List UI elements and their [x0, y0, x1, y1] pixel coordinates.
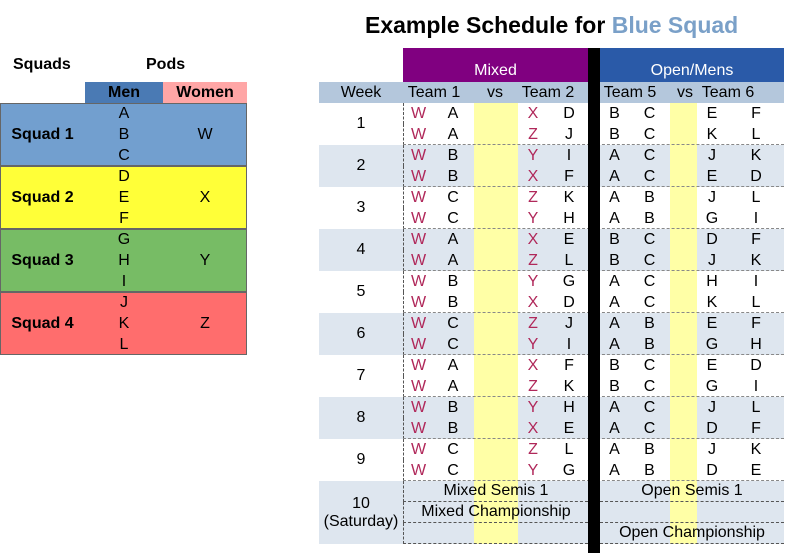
team-cell: C [447, 335, 459, 353]
men-pod-letter: E [118, 189, 130, 206]
team-cell: F [751, 104, 761, 122]
pods-label: Pods [146, 56, 186, 73]
team-cell: J [708, 398, 716, 416]
team-cell: C [447, 188, 459, 206]
team-cell: X [527, 230, 539, 248]
team-cell: K [563, 188, 575, 206]
title-squad-name: Blue Squad [611, 12, 739, 38]
team-cell: C [447, 461, 459, 479]
team-cell: B [609, 230, 620, 248]
team-cell: L [564, 251, 574, 269]
men-pod-letter: D [118, 168, 130, 185]
week-number: 2 [356, 157, 366, 174]
men-pod-letter: F [119, 210, 129, 227]
team-cell: G [705, 335, 719, 353]
men-pod-letter: J [120, 294, 128, 311]
team-cell: E [563, 230, 575, 248]
team-cell: E [563, 419, 575, 437]
team-cell: G [562, 272, 576, 290]
team-cell: W [403, 439, 433, 460]
team-cell: J [708, 146, 716, 164]
team-cell: L [751, 188, 761, 206]
team-cell: B [447, 419, 459, 437]
squad-men-pods [85, 166, 163, 229]
men-pod-letter: H [118, 252, 130, 269]
men-pod-letter: A [118, 105, 130, 122]
team-cell: E [706, 356, 718, 374]
squad-men-pods [85, 292, 163, 355]
team-cell: B [447, 272, 459, 290]
team-cell: Z [528, 314, 538, 332]
team-cell: W [403, 187, 433, 208]
team-cell: X [527, 356, 539, 374]
team-cell: G [705, 377, 719, 395]
team-cell: W [403, 397, 433, 418]
week-number: 1 [356, 115, 366, 132]
mixed-open-divider [588, 48, 600, 553]
men-pod-letter: B [118, 126, 130, 143]
team-cell: A [447, 356, 459, 374]
team-cell: A [447, 230, 459, 248]
team-cell: Y [527, 461, 539, 479]
team-cell: L [751, 293, 761, 311]
women-header: Women [163, 82, 247, 103]
week-number: 7 [356, 367, 366, 384]
team-cell: B [447, 146, 459, 164]
team-cell: A [447, 104, 459, 122]
team-cell: K [706, 293, 718, 311]
team-cell: X [527, 167, 539, 185]
team-cell: I [566, 335, 572, 353]
team-cell: G [705, 209, 719, 227]
team-cell: Y [527, 272, 539, 290]
team-cell: W [403, 313, 433, 334]
team-cell: C [643, 293, 656, 311]
team-cell: A [609, 335, 620, 353]
team-cell: A [609, 209, 620, 227]
team-cell: W [403, 418, 433, 439]
title-prefix: Example Schedule for [365, 12, 612, 38]
team-cell: G [562, 461, 576, 479]
squad-name: Squad 4 [11, 314, 74, 332]
team-cell: B [644, 461, 655, 479]
team-cell: E [706, 314, 718, 332]
week-number: 3 [356, 199, 366, 216]
open-semis: Open Semis 1 [600, 481, 784, 502]
week-number: 4 [356, 241, 366, 258]
team-cell: Z [528, 377, 538, 395]
team-cell: B [644, 188, 655, 206]
mixed-semis: Mixed Semis 1 [403, 481, 588, 502]
header-team5: Team 5 [603, 83, 657, 101]
team-cell: A [609, 419, 620, 437]
team-cell: W [403, 460, 433, 481]
team-cell: X [527, 419, 539, 437]
team-cell: C [643, 230, 656, 248]
team-cell: B [644, 314, 655, 332]
team-cell: J [565, 125, 573, 143]
team-cell: I [566, 146, 572, 164]
team-cell: B [609, 377, 620, 395]
team-cell: F [564, 167, 574, 185]
team-cell: L [751, 398, 761, 416]
week-number: 6 [356, 325, 366, 342]
team-cell: W [403, 271, 433, 292]
open-vs-column [670, 103, 697, 544]
team-cell: W [403, 334, 433, 355]
squad-name: Squad 2 [11, 188, 74, 206]
team-cell: D [706, 230, 718, 248]
team-cell: X [527, 293, 539, 311]
team-cell: F [751, 230, 761, 248]
open-empty-slot [600, 502, 784, 523]
final-week-cell [319, 481, 403, 544]
men-header: Men [85, 82, 163, 103]
team-cell: A [447, 377, 459, 395]
team-cell: A [609, 314, 620, 332]
team-cell: A [609, 398, 620, 416]
team-cell: A [609, 293, 620, 311]
team-cell: C [447, 209, 459, 227]
team-cell: A [609, 440, 620, 458]
team-cell: C [643, 272, 656, 290]
mixed-empty-slot [403, 523, 588, 544]
team-cell: H [563, 209, 575, 227]
header-team6: Team 6 [701, 83, 755, 101]
team-cell: F [751, 419, 761, 437]
team-cell: W [403, 229, 433, 250]
team-cell: D [706, 419, 718, 437]
team-cell: J [708, 251, 716, 269]
team-cell: J [708, 188, 716, 206]
header-vs1: vs [487, 83, 503, 101]
team-cell: B [644, 335, 655, 353]
mixed-header: Mixed [403, 48, 588, 82]
team-cell: B [447, 293, 459, 311]
team-cell: C [643, 356, 656, 374]
team-cell: B [644, 209, 655, 227]
team-cell: X [527, 104, 539, 122]
team-cell: W [403, 250, 433, 271]
team-cell: K [563, 377, 575, 395]
team-cell: L [751, 125, 761, 143]
team-cell: A [609, 167, 620, 185]
team-cell: I [753, 272, 759, 290]
squad-women-pod: Z [200, 314, 210, 332]
final-week-note: (Saturday) [323, 512, 399, 530]
men-pod-letter: C [118, 147, 130, 164]
team-cell: W [403, 208, 433, 229]
team-cell: Z [528, 440, 538, 458]
team-cell: Z [528, 188, 538, 206]
team-cell: W [403, 292, 433, 313]
team-cell: E [750, 461, 762, 479]
team-cell: D [750, 356, 762, 374]
team-cell: J [565, 314, 573, 332]
team-cell: D [563, 104, 575, 122]
team-cell: C [643, 167, 656, 185]
team-cell: A [447, 251, 459, 269]
team-cell: Y [527, 209, 539, 227]
team-cell: W [403, 103, 433, 124]
squads-label: Squads [13, 56, 71, 73]
team-cell: B [609, 125, 620, 143]
team-cell: K [750, 251, 762, 269]
team-cell: C [447, 440, 459, 458]
team-cell: K [706, 125, 718, 143]
team-cell: A [609, 146, 620, 164]
team-cell: J [708, 440, 716, 458]
week-number: 9 [356, 451, 366, 468]
squad-women-pod: X [199, 188, 211, 206]
mixed-vs-column [474, 103, 518, 544]
team-cell: I [753, 377, 759, 395]
team-cell: K [750, 440, 762, 458]
team-cell: H [706, 272, 718, 290]
team-cell: C [643, 146, 656, 164]
team-cell: C [643, 398, 656, 416]
final-week-number: 10 [352, 494, 370, 512]
team-cell: B [447, 167, 459, 185]
team-cell: C [643, 419, 656, 437]
squad-name: Squad 3 [11, 251, 74, 269]
team-cell: C [447, 314, 459, 332]
team-cell: D [750, 167, 762, 185]
team-cell: K [750, 146, 762, 164]
team-cell: Z [528, 251, 538, 269]
squad-men-pods [85, 229, 163, 292]
team-cell: W [403, 166, 433, 187]
week-number: 5 [356, 283, 366, 300]
week-number: 8 [356, 409, 366, 426]
team-cell: C [643, 251, 656, 269]
team-cell: W [403, 355, 433, 376]
team-cell: Z [528, 125, 538, 143]
squad-women-pod: W [197, 125, 213, 143]
team-cell: B [447, 398, 459, 416]
team-cell: H [563, 398, 575, 416]
team-cell: C [643, 104, 656, 122]
header-week: Week [340, 83, 382, 101]
team-cell: Y [527, 335, 539, 353]
team-cell: B [609, 251, 620, 269]
team-cell: A [609, 272, 620, 290]
team-cell: F [751, 314, 761, 332]
men-pod-letter: L [119, 336, 129, 353]
team-cell: D [563, 293, 575, 311]
team-cell: W [403, 145, 433, 166]
open-championship: Open Championship [600, 523, 784, 544]
team-cell: B [609, 104, 620, 122]
team-cell: A [609, 461, 620, 479]
squad-women-pod: Y [199, 251, 211, 269]
team-cell: D [706, 461, 718, 479]
team-cell: Y [527, 146, 539, 164]
team-cell: H [750, 335, 762, 353]
men-pod-letter: I [121, 273, 127, 290]
header-vs2: vs [677, 83, 693, 101]
team-cell: I [753, 209, 759, 227]
team-cell: A [447, 125, 459, 143]
men-pod-letter: K [118, 315, 130, 332]
team-cell: L [564, 440, 574, 458]
team-cell: E [706, 104, 718, 122]
squad-name: Squad 1 [11, 125, 74, 143]
team-cell: F [564, 356, 574, 374]
team-cell: B [609, 356, 620, 374]
header-team2: Team 2 [521, 83, 575, 101]
header-team1: Team 1 [407, 83, 461, 101]
open-header: Open/Mens [600, 48, 784, 82]
team-cell: W [403, 376, 433, 397]
mixed-championship: Mixed Championship [403, 502, 588, 523]
team-cell: C [643, 125, 656, 143]
team-cell: Y [527, 398, 539, 416]
team-cell: W [403, 124, 433, 145]
team-cell: B [644, 440, 655, 458]
team-cell: A [609, 188, 620, 206]
men-pod-letter: G [117, 231, 131, 248]
team-cell: E [706, 167, 718, 185]
team-cell: C [643, 377, 656, 395]
squad-men-pods [85, 103, 163, 166]
page-title [365, 12, 738, 39]
